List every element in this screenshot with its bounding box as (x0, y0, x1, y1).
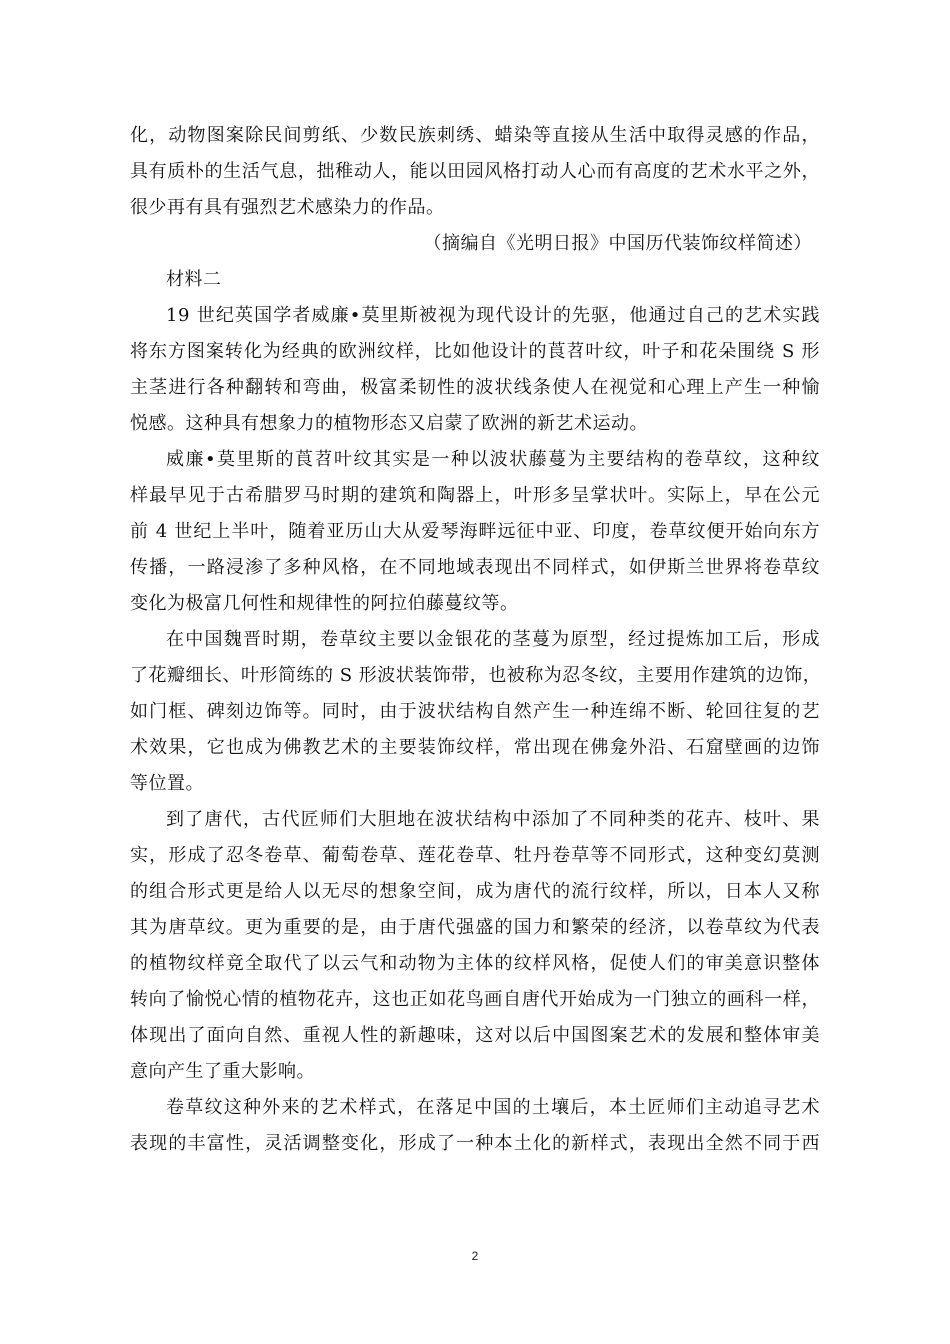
text-line: 的植物纹样竟全取代了以云气和动物为主体的纹样风格，促使人们的审美意识整体 (130, 953, 820, 974)
text-line: 威廉•莫里斯的莨苕叶纹其实是一种以波状藤蔓为主要结构的卷草纹，这种纹 (166, 449, 820, 470)
continuation-paragraph (130, 118, 820, 226)
text-line: 的组合形式更是给人以无尽的想象空间，成为唐代的流行纹样，所以，日本人又称 (130, 881, 820, 902)
paragraph-1 (130, 298, 820, 442)
text-line: 表现的丰富性，灵活调整变化，形成了一种本土化的新样式，表现出全然不同于西 (130, 1133, 820, 1154)
text-line: 很少再有具有强烈艺术感染力的作品。 (130, 197, 445, 218)
section-heading-material-two: 材料二 (166, 269, 222, 290)
page-number: 2 (471, 1249, 479, 1263)
text-line: 意向产生了重大影响。 (130, 1061, 315, 1082)
paragraph-2 (130, 442, 820, 622)
text-line: 实，形成了忍冬卷草、葡萄卷草、莲花卷草、牡丹卷草等不同形式，这种变幻莫测 (130, 845, 820, 866)
text-line: 悦感。这种具有想象力的植物形态又启蒙了欧洲的新艺术运动。 (130, 413, 648, 434)
text-line: 将东方图案转化为经典的欧洲纹样，比如他设计的莨苕叶纹，叶子和花朵围绕 S 形 (130, 341, 820, 362)
text-line: 传播，一路浸渗了多种风格，在不同地域表现出不同样式，如伊斯兰世界将卷草纹 (130, 557, 820, 578)
text-line: 术效果，它也成为佛教艺术的主要装饰纹样，常出现在佛龛外沿、石窟壁画的边饰 (130, 737, 820, 758)
text-line: 如门框、碑刻边饰等。同时，由于波状结构自然产生一种连绵不断、轮回往复的艺 (130, 701, 820, 722)
text-line: 卷草纹这种外来的艺术样式，在落足中国的土壤后，本土匠师们主动追寻艺术 (166, 1097, 820, 1118)
text-line: 体现出了面向自然、重视人性的新趣味，这对以后中国图案艺术的发展和整体审美 (130, 1025, 820, 1046)
paragraph-4 (130, 802, 820, 1090)
text-line: 了花瓣细长、叶形简练的 S 形波状装饰带，也被称为忍冬纹，主要用作建筑的边饰， (130, 665, 822, 686)
text-line: 前 4 世纪上半叶，随着亚历山大从爱琴海畔远征中亚、印度，卷草纹便开始向东方 (130, 521, 820, 542)
text-line: 等位置。 (130, 773, 204, 794)
text-line: 到了唐代，古代匠师们大胆地在波状结构中添加了不同种类的花卉、枝叶、果 (166, 809, 820, 830)
text-line: 转向了愉悦心情的植物花卉，这也正如花鸟画自唐代开始成为一门独立的画科一样， (130, 989, 820, 1010)
text-line: 样最早见于古希腊罗马时期的建筑和陶器上，叶形多呈掌状叶。实际上，早在公元 (130, 485, 820, 506)
text-line: 具有质朴的生活气息，拙稚动人，能以田园风格打动人心而有高度的艺术水平之外， (130, 161, 820, 182)
text-line: 变化为极富几何性和规律性的阿拉伯藤蔓纹等。 (130, 593, 519, 614)
page-content (130, 118, 820, 1162)
text-line: 化，动物图案除民间剪纸、少数民族刺绣、蜡染等直接从生活中取得灵感的作品， (130, 125, 820, 146)
text-line: 主茎进行各种翻转和弯曲，极富柔韧性的波状线条使人在视觉和心理上产生一种愉 (130, 377, 820, 398)
paragraph-5 (130, 1090, 820, 1162)
text-line: 其为唐草纹。更为重要的是，由于唐代强盛的国力和繁荣的经济，以卷草纹为代表 (130, 917, 820, 938)
source-citation: （摘编自《光明日报》中国历代装饰纹样简述） (423, 233, 812, 254)
paragraph-3 (130, 622, 820, 802)
text-line: 在中国魏晋时期，卷草纹主要以金银花的茎蔓为原型，经过提炼加工后，形成 (166, 629, 820, 650)
text-line: 19 世纪英国学者威廉•莫里斯被视为现代设计的先驱，他通过自己的艺术实践 (166, 305, 820, 326)
